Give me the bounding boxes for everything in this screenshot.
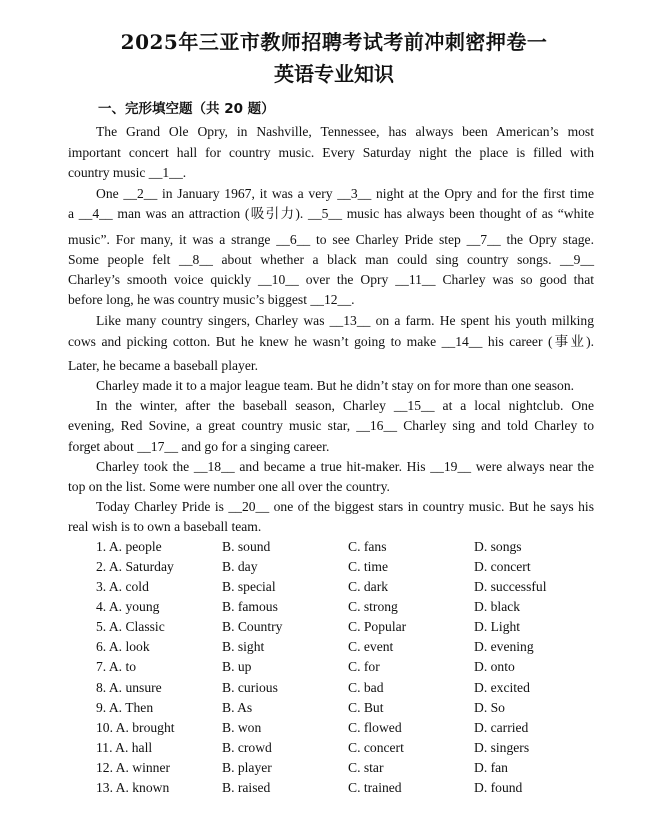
passage-line: Today Charley Pride is __20__ one of the biggest stars in country music. But he says his	[96, 499, 594, 514]
option-a: 11. A. hall	[96, 740, 153, 755]
option-a: 5. A. Classic	[96, 619, 165, 634]
passage-line: In the winter, after the baseball season, Charley __15__ at a local nightclub. One	[96, 398, 594, 413]
option-a: 4. A. young	[96, 599, 160, 614]
option-a: 10. A. brought	[96, 720, 175, 735]
option-d: D. concert	[474, 559, 531, 574]
passage-line: evening, Red Sovine, a great country music star, __16__ Charley sing and told Charley to	[68, 418, 594, 433]
option-d: D. found	[474, 780, 523, 795]
option-b: B. curious	[222, 680, 278, 695]
option-b: B. won	[222, 720, 262, 735]
exam-subtitle: 英语专业知识	[274, 62, 394, 86]
passage-line: Charley took the __18__ and became a true hit-maker. His __19__ were always near the	[96, 459, 594, 474]
option-b: B. sound	[222, 539, 271, 554]
option-c: C. event	[348, 639, 394, 654]
option-b: B. day	[222, 559, 258, 574]
option-a: 9. A. Then	[96, 700, 154, 715]
option-a: 8. A. unsure	[96, 680, 162, 695]
option-b: B. Country	[222, 619, 283, 634]
passage-line: Some people felt __8__ about whether a black man could sing country songs. __9__	[68, 252, 594, 267]
option-c: C. Popular	[348, 619, 407, 634]
option-d: D. So	[474, 700, 505, 715]
option-c: C. star	[348, 760, 384, 775]
passage-line: before long, he was country music’s biggest __12__.	[68, 292, 355, 307]
passage-line: important concert hall for country music. Every Saturday night the place is filled with	[68, 145, 594, 160]
option-c: C. flowed	[348, 720, 402, 735]
option-c: C. dark	[348, 579, 389, 594]
option-c: C. strong	[348, 599, 398, 614]
option-d: D. Light	[474, 619, 521, 634]
option-d: D. evening	[474, 639, 534, 654]
option-b: B. sight	[222, 639, 265, 654]
section-heading: 一、完形填空题（共 20 题）	[98, 101, 275, 117]
option-b: B. up	[222, 659, 252, 674]
option-c: C. fans	[348, 539, 387, 554]
passage-line: The Grand Ole Opry, in Nashville, Tennessee, has always been American’s most	[96, 124, 594, 139]
passage-line: cows and picking cotton. But he knew he wasn’t going to make __14__ his career (事业).	[68, 334, 594, 349]
passage-line: Like many country singers, Charley was __13__ on a farm. He spent his youth milking	[96, 313, 594, 328]
passage-line: One __2__ in January 1967, it was a very __3__ night at the Opry and for the first time	[96, 186, 594, 201]
option-d: D. songs	[474, 539, 522, 554]
option-d: D. excited	[474, 680, 530, 695]
option-c: C. concert	[348, 740, 404, 755]
passage-line: real wish is to own a baseball team.	[68, 519, 262, 534]
option-b: B. famous	[222, 599, 278, 614]
option-d: D. carried	[474, 720, 529, 735]
option-c: C. trained	[348, 780, 402, 795]
option-a: 7. A. to	[96, 659, 137, 674]
passage-line: music”. For many, it was a strange __6__ to see Charley Pride step __7__ the Opry stage.	[68, 232, 594, 247]
option-a: 6. A. look	[96, 639, 150, 654]
passage-line: a __4__ man was an attraction (吸引力). __5__ music has always been thought of as “white	[68, 206, 594, 221]
passage-line: forget about __17__ and go for a singing career.	[68, 439, 330, 454]
option-c: C. time	[348, 559, 389, 574]
option-b: B. crowd	[222, 740, 272, 755]
option-a: 13. A. known	[96, 780, 170, 795]
option-a: 12. A. winner	[96, 760, 171, 775]
option-c: C. bad	[348, 680, 384, 695]
passage-line: Later, he became a baseball player.	[68, 358, 259, 373]
option-a: 3. A. cold	[96, 579, 149, 594]
passage-line: top on the list. Some were number one all over the country.	[68, 479, 390, 494]
option-d: D. successful	[474, 579, 547, 594]
option-c: C. But	[348, 700, 384, 715]
exam-title: 2025年三亚市教师招聘考试考前冲刺密押卷一	[120, 30, 548, 54]
option-d: D. black	[474, 599, 521, 614]
passage-line: country music __1__.	[68, 165, 187, 180]
option-b: B. special	[222, 579, 276, 594]
option-a: 1. A. people	[96, 539, 162, 554]
passage-line: Charley’s smooth voice quickly __10__ over the Opry __11__ Charley was so good that	[68, 272, 594, 287]
option-d: D. singers	[474, 740, 530, 755]
option-b: B. raised	[222, 780, 271, 795]
option-b: B. As	[222, 700, 253, 715]
option-a: 2. A. Saturday	[96, 559, 174, 574]
option-c: C. for	[348, 659, 380, 674]
passage-line: Charley made it to a major league team. But he didn’t stay on for more than one season.	[96, 378, 575, 393]
option-d: D. fan	[474, 760, 508, 775]
option-b: B. player	[222, 760, 272, 775]
option-d: D. onto	[474, 659, 515, 674]
